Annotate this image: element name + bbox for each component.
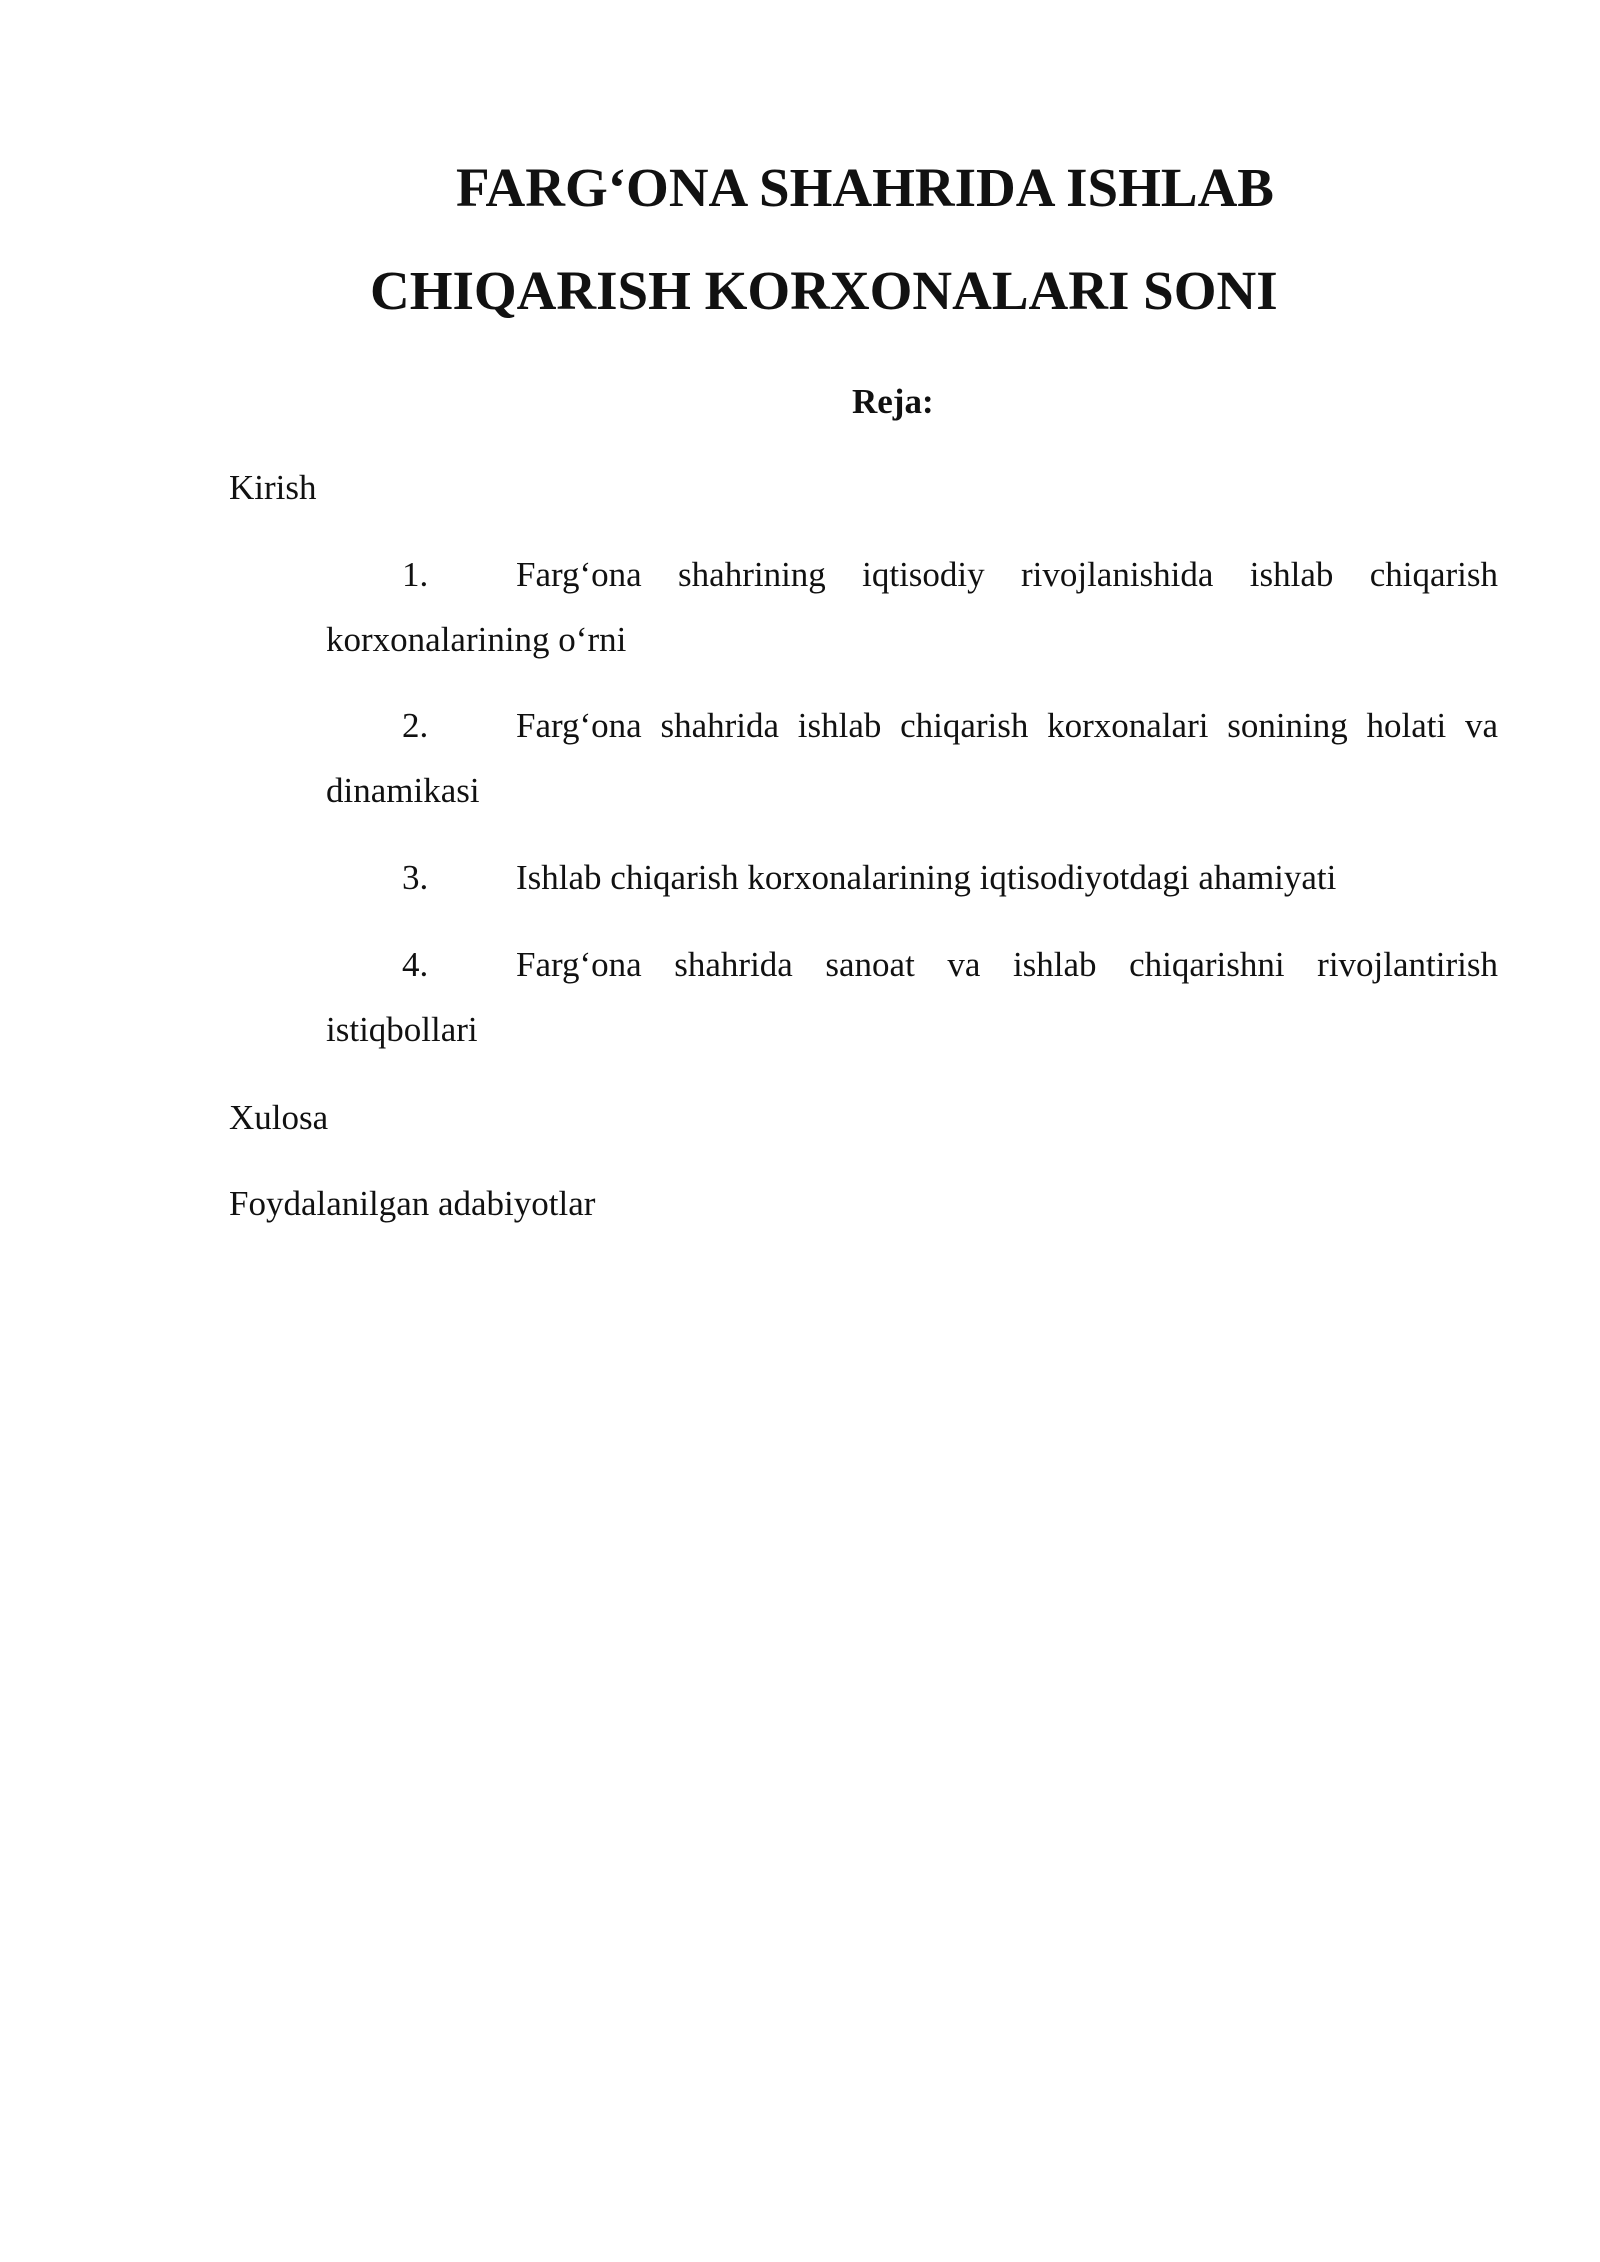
intro-entry: Kirish	[229, 468, 317, 507]
plan-item-number: 4.	[402, 945, 429, 984]
document-title-line-2: CHIQARISH KORXONALARI SONI	[370, 260, 1278, 321]
plan-item-number: 1.	[402, 555, 429, 594]
plan-item-text-continued: korxonalarining o‘rni	[326, 620, 627, 659]
plan-item-text-continued: dinamikasi	[326, 771, 480, 810]
plan-item-number: 3.	[402, 858, 429, 897]
references-entry: Foydalanilgan adabiyotlar	[229, 1184, 596, 1223]
conclusion-entry: Xulosa	[229, 1098, 329, 1137]
plan-item-1	[326, 542, 1498, 672]
plan-item-number: 2.	[402, 706, 429, 745]
plan-item-4	[326, 932, 1498, 1062]
plan-item-text-continued: istiqbollari	[326, 1010, 478, 1049]
plan-item-text: Farg‘ona shahrida ishlab chiqarish korxonalari sonining holati va	[516, 706, 1498, 745]
plan-item-3	[326, 845, 1498, 910]
document-title-line-1: FARG‘ONA SHAHRIDA ISHLAB	[456, 157, 1274, 218]
plan-item-text: Farg‘ona shahrida sanoat va ishlab chiqarishni rivojlantirish	[516, 945, 1498, 984]
plan-heading: Reja:	[852, 382, 934, 421]
plan-item-2	[326, 693, 1498, 823]
plan-item-text: Ishlab chiqarish korxonalarining iqtisodiyotdagi ahamiyati	[516, 858, 1337, 897]
plan-item-text: Farg‘ona shahrining iqtisodiy rivojlanishida ishlab chiqarish	[516, 555, 1498, 594]
